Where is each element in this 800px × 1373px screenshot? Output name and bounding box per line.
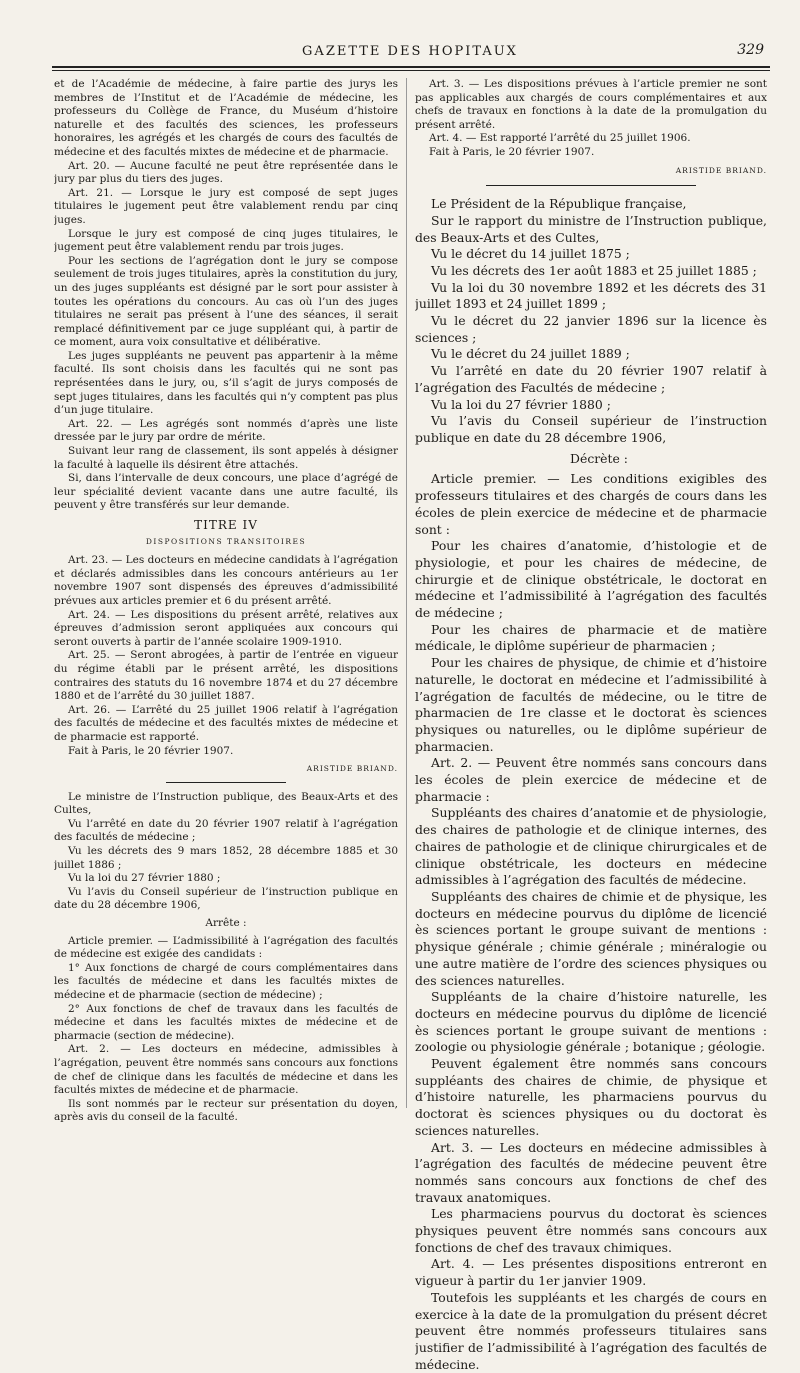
paragraph: Art. 20. — Aucune faculté ne peut être représentée dans le jury par plus du tiers des juges. [54, 159, 398, 186]
header-rule [52, 66, 770, 68]
paragraph: Art. 22. — Les agrégés sont nommés d’après une liste dressée par le jury par ordre de mérite. [54, 417, 398, 444]
right-column [415, 78, 767, 1373]
paragraph: Vu le décret du 22 janvier 1896 sur la licence ès sciences ; [415, 313, 767, 345]
paragraph: Sur le rapport du ministre de l’Instruction publique, des Beaux-Arts et des Cultes, [415, 212, 767, 245]
paragraph: Vu le décret du 24 juillet 1889 ; [431, 346, 630, 362]
paragraph: Fait à Paris, le 20 février 1907. [68, 744, 234, 757]
section-subtitle: DISPOSITIONS TRANSITOIRES [145, 536, 307, 546]
paragraph: Vu le décret du 14 juillet 1875 ; [431, 246, 630, 262]
separator [486, 185, 696, 186]
paragraph: Vu l’arrêté en date du 20 février 1907 relatif à l’agrégation des facultés de médecine ; [54, 817, 398, 844]
paragraph: Peuvent également être nommés sans concours suppléants des chaires de chimie, de physique et d’histoire naturelle, les pharmaciens pourvus du doctorat ès sciences physiques ou du doctorat ès sciences naturelles. [415, 1056, 767, 1138]
paragraph: Pour les chaires d’anatomie, d’histologie et de physiologie, et pour les chaires de médecine, de chirurgie et de clinique obstétricale, le doctorat en médecine et l’admissibilité à l’agrégation des facultés de médecine ; [415, 538, 767, 621]
section-title: TITRE IV [194, 518, 258, 532]
paragraph: Ils sont nommés par le recteur sur présentation du doyen, après avis du conseil de la faculté. [54, 1097, 398, 1124]
paragraph: Fait à Paris, le 20 février 1907. [429, 145, 595, 158]
paragraph: Art. 2. — Les docteurs en médecine, admissibles à l’agrégation, peuvent être nommés sans concours aux fonctions de chef de clinique dans les facultés de médecine et dans les facultés mixtes de médecine et de pharmacie. [54, 1043, 398, 1097]
signature: ARISTIDE BRIAND. [306, 764, 398, 774]
header-rule-thin [52, 70, 770, 71]
paragraph: Article premier. — L’admissibilité à l’agrégation des facultés de médecine est exigée des candidats : [54, 934, 398, 961]
paragraph: Art. 25. — Seront abrogées, à partir de l’entrée en vigueur du régime établi par le présent arrêté, les dispositions contraires des statuts du 16 novembre 1874 et du 27 décembre 1880 et de l’arrêté du 30 juillet 1887. [54, 649, 398, 703]
paragraph: Les juges suppléants ne peuvent pas appartenir à la même faculté. Ils sont choisis dans les facultés qui ne sont pas représentées dans le jury, ou, s’il s’agit de jurys composés de sept juges titulaires, dans les facultés qui n’y comptent pas plus d’un juge titulaire. [54, 349, 398, 417]
paragraph: Suppléants des chaires d’anatomie et de physiologie, des chaires de pathologie et de clinique internes, des chaires de pathologie et de clinique chirurgicales et de clinique obstétricale, les docteurs en médecine admissibles à l’agrégation des facultés de médecine. [415, 805, 767, 888]
paragraph: Si, dans l’intervalle de deux concours, une place d’agrégé de leur spécialité devient vacante dans une autre faculté, ils peuvent y être transférés sur leur demande. [54, 472, 398, 512]
paragraph: Suppléants des chaires de chimie et de physique, les docteurs en médecine pourvus du diplôme de licencié ès sciences portant le groupe suivant de mentions : physique générale ; chimie générale ; minéralogie ou une autre matière de l’ordre des sciences physiques ou des sciences naturelles. [415, 888, 767, 988]
paragraph: Vu les décrets des 9 mars 1852, 28 décembre 1885 et 30 juillet 1886 ; [54, 845, 398, 871]
journal-title: GAZETTE DES HOPITAUX [302, 44, 518, 59]
paragraph: Les pharmaciens pourvus du doctorat ès sciences physiques peuvent être nommés sans concours aux fonctions de chef des travaux chimiques. [415, 1206, 767, 1255]
paragraph: Art. 3. — Les dispositions prévues à l’article premier ne sont pas applicables aux chargés de cours complémentaires et aux chefs de travaux en fonctions à la date de la promulgation du présent arrêté. [415, 78, 767, 131]
paragraph: Art. 26. — L’arrêté du 25 juillet 1906 relatif à l’agrégation des facultés de médecine et des facultés mixtes de médecine et de pharmacie est rapporté. [54, 703, 398, 743]
paragraph: Pour les sections de l’agrégation dont le jury se compose seulement de trois juges titulaires, après la constitution du jury, un des juges suppléants est désigné par le sort pour assister à toutes les opérations du concours. Au cas où l’un des juges titulaires ne serait pas présent à l’une des séances, il serait remplacé définitivement par ce juge suppléant qui, à partir de ce moment, aura voix consultative et délibérative. [54, 254, 398, 349]
separator [166, 782, 286, 783]
page-header [50, 38, 770, 62]
paragraph: Vu l’arrêté en date du 20 février 1907 relatif à l’agrégation des Facultés de médecine ; [415, 363, 767, 395]
paragraph: Art. 4. — Les présentes dispositions entreront en vigueur à partir du 1er janvier 1909. [415, 1256, 767, 1289]
paragraph: Vu la loi du 27 février 1880 ; [68, 872, 221, 885]
paragraph: Le Président de la République française, [431, 196, 687, 212]
paragraph: Article premier. — Les conditions exigibles des professeurs titulaires et des chargés de cours dans les écoles de plein exercice de médecine et de pharmacie sont : [415, 471, 767, 537]
paragraph: Art. 24. — Les dispositions du présent arrêté, relatives aux épreuves d’admission seront appliquées aux concours qui seront ouverts à partir de l’année scolaire 1909-1910. [54, 608, 398, 648]
paragraph: Art. 3. — Les docteurs en médecine admissibles à l’agrégation des facultés de médecine peuvent être nommés sans concours aux fonctions de chef des travaux anatomiques. [415, 1139, 767, 1205]
paragraph: Suivant leur rang de classement, ils sont appelés à désigner la faculté à laquelle ils désirent être attachés. [54, 445, 398, 471]
arrete-heading: Arrête : [205, 917, 247, 930]
paragraph: 2° Aux fonctions de chef de travaux dans les facultés de médecine et dans les facultés mixtes de médecine et de pharmacie (section de médecine). [54, 1002, 398, 1042]
signature: ARISTIDE BRIAND. [675, 165, 767, 175]
paragraph: Suppléants de la chaire d’histoire naturelle, les docteurs en médecine pourvus du diplôme de licencié ès sciences portant le groupe suivant de mentions : zoologie ou physiologie générale ; botanique ; géologie. [415, 989, 767, 1055]
paragraph: Pour les chaires de physique, de chimie et d’histoire naturelle, le doctorat en médecine et l’admissibilité à l’agrégation de facultés de médecine, ou le titre de pharmacien de 1re classe et le doctorat ès sciences physiques ou naturelles, ou le diplôme supérieur de pharmacien. [415, 655, 767, 754]
left-column [54, 78, 398, 1125]
page-number: 329 [737, 42, 764, 58]
column-divider [406, 78, 407, 1108]
paragraph: Vu la loi du 30 novembre 1892 et les décrets des 31 juillet 1893 et 24 juillet 1899 ; [415, 279, 767, 312]
paragraph: et de l’Académie de médecine, à faire partie des jurys les membres de l’Institut et de l’Académie de médecine, les professeurs du Collège de France, du Muséum d’histoire naturelle et des facultés des sciences, les professeurs honoraires, les agrégés et les chargés de cours des facultés de médecine et des facultés mixtes de médecine et de pharmacie. [54, 78, 398, 158]
paragraph: Art. 21. — Lorsque le jury est composé de sept juges titulaires le jugement peut être valablement rendu par cinq juges. [54, 186, 398, 226]
paragraph: Art. 23. — Les docteurs en médecine candidats à l’agrégation et déclarés admissibles dans les concours antérieurs au 1er novembre 1907 sont dispensés des épreuves d’admissibilité prévues aux articles premier et 6 du présent arrêté. [54, 554, 398, 607]
paragraph: Pour les chaires de pharmacie et de matière médicale, le diplôme supérieur de pharmacien ; [415, 621, 767, 654]
paragraph: Art. 2. — Peuvent être nommés sans concours dans les écoles de plein exercice de médecine et de pharmacie : [415, 755, 767, 804]
decree-block [415, 196, 767, 1373]
paragraph: Le ministre de l’Instruction publique, des Beaux-Arts et des Cultes, [54, 790, 398, 817]
paragraph: Vu l’avis du Conseil supérieur de l’instruction publique en date du 28 décembre 1906, [415, 413, 767, 445]
decrete-heading: Décrète : [570, 450, 628, 466]
paragraph: 1° Aux fonctions de chargé de cours complémentaires dans les facultés de médecine et dans les facultés mixtes de médecine et de pharmacie (section de médecine) ; [54, 961, 398, 1001]
paragraph: Toutefois les suppléants et les chargés de cours en exercice à la date de la promulgation du présent décret peuvent être nommés professeurs titulaires sans justifier de l’admissibilité à l’agrégation des facultés de médecine. [415, 1289, 767, 1372]
paragraph: Vu la loi du 27 février 1880 ; [431, 396, 611, 412]
paragraph: Lorsque le jury est composé de cinq juges titulaires, le jugement peut être valablement rendu par trois juges. [54, 227, 398, 254]
paragraph: Art. 4. — Est rapporté l’arrêté du 25 juillet 1906. [429, 132, 691, 145]
paragraph: Vu les décrets des 1er août 1883 et 25 juillet 1885 ; [431, 262, 757, 278]
paragraph: Vu l’avis du Conseil supérieur de l’instruction publique en date du 28 décembre 1906, [54, 885, 398, 912]
